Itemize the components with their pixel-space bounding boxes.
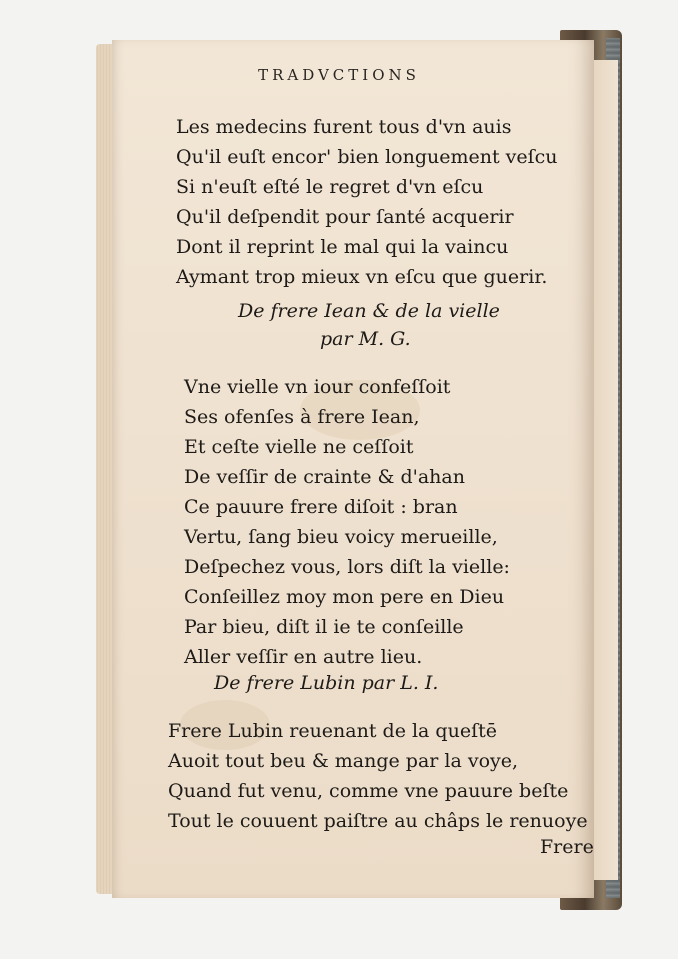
verse-line: Qu'il euſt encor' bien longuement veſcu: [176, 146, 558, 168]
verse-line: Et ceſte vielle ne ceſſoit: [184, 436, 414, 458]
verse-line: De veſſir de crainte & d'ahan: [184, 466, 465, 488]
verse-line: Tout le couuent paiſtre au châps le renuoye: [168, 810, 588, 832]
verse-line: Frere Lubin reuenant de la queſtē: [168, 720, 497, 742]
verse-line: Vne vielle vn iour confeſſoit: [184, 376, 451, 398]
verse-line: Aymant trop mieux vn eſcu que guerir.: [176, 266, 548, 288]
verse-line: Quand fut venu, comme vne pauure beſte: [168, 780, 569, 802]
poem-3: [168, 716, 588, 836]
verse-line: Dont il reprint le mal qui la vaincu: [176, 236, 509, 258]
poem-2-title: De frere Iean & de la vielle: [238, 300, 500, 322]
verse-line: Conſeillez moy mon pere en Dieu: [184, 586, 505, 608]
verse-line: Ce pauure frere diſoit : bran: [184, 496, 458, 518]
verse-line: Ses ofenſes à frere Iean,: [184, 406, 420, 428]
verse-line: Vertu, ſang bieu voicy merueille,: [184, 526, 498, 548]
verse-line: Si n'euſt eſté le regret d'vn eſcu: [176, 176, 484, 198]
verse-line: Auoit tout beu & mange par la voye,: [168, 750, 519, 772]
verse-line: Qu'il deſpendit pour ſanté acquerir: [176, 206, 514, 228]
verse-line: Aller veſſir en autre lieu.: [184, 646, 423, 668]
poem-3-title: De frere Lubin par L. I.: [214, 672, 439, 694]
catchword: Frere: [540, 836, 594, 858]
verse-line: Deſpechez vous, lors diſt la vielle:: [184, 556, 510, 578]
poem-2: [184, 372, 510, 672]
verse-line: Par bieu, diſt il ie te conſeille: [184, 616, 464, 638]
verse-line: Les medecins furent tous d'vn auis: [176, 116, 512, 138]
poem-2-attribution: par M. G.: [320, 328, 411, 350]
running-header: TRADVCTIONS: [258, 66, 420, 84]
poem-1: [176, 112, 558, 292]
